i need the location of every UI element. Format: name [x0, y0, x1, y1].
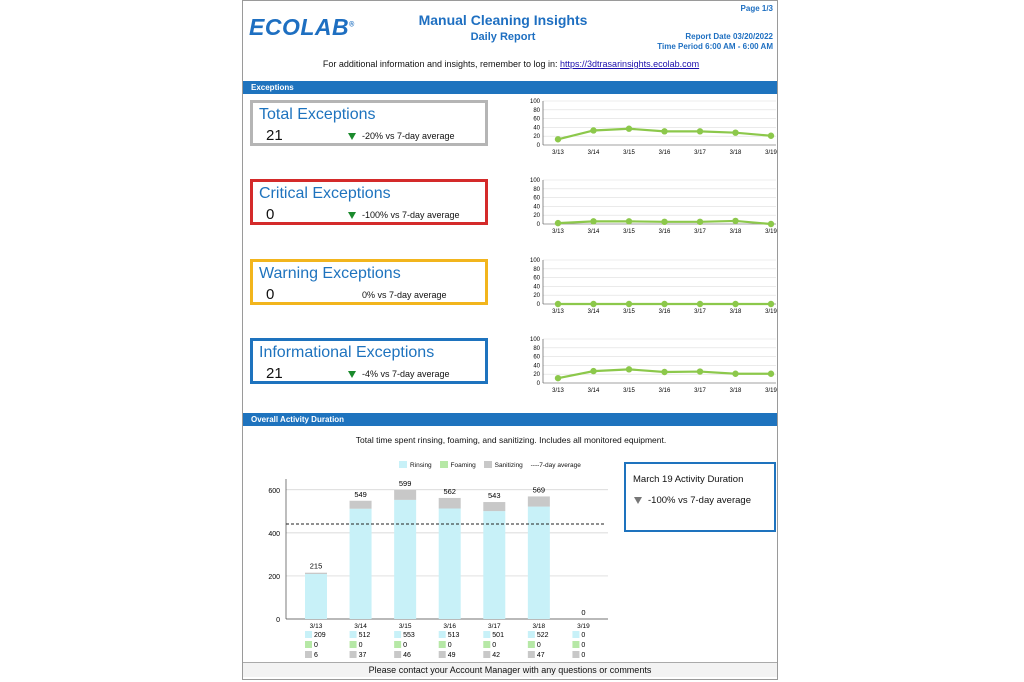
exception-count: 21 — [266, 365, 283, 382]
exception-delta-text: -4% vs 7-day average — [362, 369, 450, 379]
march19-duration-card — [624, 462, 776, 532]
bar-total-label: 0 — [581, 608, 586, 617]
table-value-rinsing: 513 — [447, 632, 460, 639]
exception-count: 0 — [266, 286, 275, 303]
data-point — [732, 218, 738, 224]
exception-delta — [348, 210, 460, 220]
bar-segment-rinsing — [528, 507, 550, 619]
data-point — [590, 218, 596, 224]
exception-delta — [348, 369, 450, 379]
table-swatch-foaming — [572, 641, 579, 648]
x-tick-label: 3/13 — [552, 150, 564, 156]
y-tick-label: 0 — [536, 143, 540, 149]
x-tick-label: 3/16 — [658, 150, 671, 156]
x-tick-label: 3/14 — [587, 229, 600, 235]
bar-segment-rinsing — [305, 574, 327, 619]
table-value-foaming: 0 — [492, 642, 497, 649]
activity-header: Overall Activity Duration — [243, 413, 777, 426]
table-swatch-sanitizing — [439, 651, 446, 658]
legend-sanitizing: Sanitizing — [494, 462, 523, 469]
exception-card — [250, 259, 488, 305]
y-tick-label: 60 — [533, 275, 540, 282]
exception-delta-text: -100% vs 7-day average — [362, 210, 460, 220]
y-tick-label: 0 — [536, 381, 540, 387]
bar-segment-rinsing — [394, 500, 416, 619]
exceptions-header: Exceptions — [243, 81, 777, 94]
exception-card — [250, 100, 488, 146]
data-point — [555, 375, 561, 381]
report-subtitle: Daily Report — [470, 31, 536, 43]
x-tick-label: 3/18 — [729, 150, 742, 156]
x-tick-label: 3/14 — [587, 150, 600, 156]
y-tick-label: 100 — [529, 99, 540, 105]
exception-title: Warning Exceptions — [259, 265, 401, 282]
table-value-foaming: 0 — [447, 642, 452, 649]
table-value-sanitizing: 6 — [314, 652, 318, 659]
side-card-delta-text: -100% vs 7-day average — [648, 495, 751, 506]
x-tick-label: 3/19 — [765, 309, 777, 315]
login-link[interactable]: https://3dtrasarinsights.ecolab.com — [560, 59, 700, 69]
data-point — [661, 369, 667, 375]
data-point — [768, 133, 774, 139]
x-tick-label: 3/16 — [443, 623, 457, 630]
y-tick-label: 80 — [533, 345, 540, 352]
exception-delta — [348, 290, 447, 300]
data-point — [768, 301, 774, 307]
report-date: Report Date 03/20/2022 — [685, 32, 773, 41]
y-tick-label: 600 — [268, 487, 280, 495]
data-point — [555, 220, 561, 226]
y-tick-label: 40 — [533, 204, 540, 211]
data-point — [697, 219, 703, 225]
x-tick-label: 3/18 — [729, 229, 742, 235]
legend-foaming: Foaming — [450, 462, 476, 469]
table-swatch-foaming — [483, 641, 490, 648]
bar-total-label: 549 — [354, 489, 367, 499]
legend-rinsing: Rinsing — [410, 462, 432, 469]
exception-card — [250, 179, 488, 225]
table-value-foaming: 0 — [314, 642, 318, 649]
down-triangle-icon — [634, 497, 642, 504]
x-tick-label: 3/18 — [532, 623, 546, 630]
data-point — [661, 219, 667, 225]
y-tick-label: 80 — [533, 186, 540, 193]
y-tick-label: 100 — [529, 337, 540, 343]
x-tick-label: 3/19 — [765, 150, 777, 156]
bar-segment-sanitizing — [394, 490, 416, 500]
activity-subtitle: Total time spent rinsing, foaming, and sanitizing. Includes all monitored equipment. — [355, 435, 667, 445]
table-swatch-foaming — [350, 641, 357, 648]
table-value-sanitizing: 37 — [358, 652, 367, 659]
table-swatch-rinsing — [528, 631, 535, 638]
table-swatch-rinsing — [305, 631, 312, 638]
x-tick-label: 3/16 — [658, 388, 671, 394]
x-tick-label: 3/13 — [552, 309, 564, 315]
exception-count: 0 — [266, 206, 275, 223]
y-tick-label: 100 — [529, 258, 540, 264]
table-swatch-rinsing — [394, 631, 401, 638]
x-tick-label: 3/14 — [354, 623, 367, 630]
login-notice — [243, 59, 778, 69]
exception-title: Informational Exceptions — [259, 344, 435, 361]
data-point — [661, 301, 667, 307]
table-value-sanitizing: 47 — [536, 652, 545, 659]
data-point — [626, 126, 632, 132]
exception-trend-chart — [518, 97, 778, 157]
y-tick-label: 20 — [533, 134, 540, 141]
data-point — [697, 128, 703, 134]
data-point — [661, 128, 667, 134]
bar-segment-sanitizing — [528, 496, 550, 506]
table-swatch-foaming — [394, 641, 401, 648]
data-point — [732, 301, 738, 307]
x-tick-label: 3/14 — [587, 388, 600, 394]
y-tick-label: 400 — [268, 530, 280, 538]
x-tick-label: 3/19 — [577, 623, 590, 630]
data-point — [590, 127, 596, 133]
y-tick-label: 60 — [533, 195, 540, 202]
data-point — [732, 129, 738, 135]
bar-segment-rinsing — [483, 511, 505, 619]
y-tick-label: 0 — [276, 617, 280, 624]
side-card-delta — [634, 495, 751, 506]
exception-trend-chart — [518, 256, 778, 316]
data-point — [697, 301, 703, 307]
bar-total-label: 562 — [443, 486, 456, 496]
y-tick-label: 0 — [536, 222, 540, 228]
table-value-sanitizing: 42 — [492, 652, 501, 659]
y-tick-label: 40 — [533, 284, 540, 291]
table-swatch-sanitizing — [572, 651, 579, 658]
y-tick-label: 60 — [533, 116, 540, 123]
x-tick-label: 3/18 — [729, 309, 742, 315]
table-value-sanitizing: 0 — [581, 652, 586, 659]
table-value-rinsing: 0 — [581, 632, 586, 639]
table-value-rinsing: 522 — [536, 632, 549, 639]
x-tick-label: 3/17 — [694, 150, 706, 156]
x-tick-label: 3/18 — [729, 388, 742, 394]
table-value-foaming: 0 — [403, 642, 408, 649]
data-point — [768, 371, 774, 377]
down-triangle-icon — [348, 133, 356, 140]
table-value-foaming: 0 — [536, 642, 541, 649]
bar-segment-sanitizing — [350, 501, 372, 509]
table-swatch-foaming — [528, 641, 535, 648]
data-point — [697, 368, 703, 374]
exception-delta — [348, 131, 455, 141]
y-tick-label: 20 — [533, 372, 540, 379]
bar-segment-rinsing — [439, 509, 461, 619]
report-page — [242, 0, 778, 680]
time-period: Time Period 6:00 AM - 6:00 AM — [657, 42, 773, 51]
ecolab-logo: ECOLAB® — [249, 14, 355, 40]
x-tick-label: 3/19 — [765, 388, 777, 394]
exception-count: 21 — [266, 127, 283, 144]
down-triangle-icon — [348, 212, 356, 219]
bar-segment-rinsing — [350, 509, 372, 619]
bar-total-label: 569 — [532, 485, 546, 495]
x-tick-label: 3/16 — [658, 229, 671, 235]
table-swatch-rinsing — [572, 631, 579, 638]
data-point — [732, 371, 738, 377]
report-title: Manual Cleaning Insights — [418, 12, 588, 28]
x-tick-label: 3/17 — [694, 229, 706, 235]
table-swatch-rinsing — [439, 631, 446, 638]
exception-trend-chart — [518, 176, 778, 236]
x-tick-label: 3/15 — [623, 229, 635, 235]
x-tick-label: 3/15 — [623, 388, 635, 394]
table-swatch-sanitizing — [483, 651, 490, 658]
footer-contact: Please contact your Account Manager with any questions or comments — [243, 662, 777, 677]
table-swatch-rinsing — [483, 631, 490, 638]
bar-segment-sanitizing — [483, 502, 505, 511]
table-value-rinsing: 553 — [403, 632, 415, 639]
exception-delta-text: 0% vs 7-day average — [362, 290, 447, 300]
x-tick-label: 3/13 — [552, 229, 564, 235]
bar-total-label: 543 — [488, 491, 501, 501]
table-value-rinsing: 209 — [314, 632, 326, 639]
data-point — [590, 301, 596, 307]
y-tick-label: 40 — [533, 363, 540, 370]
x-tick-label: 3/14 — [587, 309, 600, 315]
data-point — [626, 366, 632, 372]
x-tick-label: 3/15 — [398, 623, 412, 630]
data-point — [626, 301, 632, 307]
y-tick-label: 60 — [533, 354, 540, 361]
y-tick-label: 100 — [529, 178, 540, 184]
legend-avg: 7-day average — [539, 462, 581, 469]
table-swatch-foaming — [305, 641, 312, 648]
data-point — [626, 218, 632, 224]
x-tick-label: 3/17 — [694, 388, 706, 394]
table-value-rinsing: 501 — [492, 632, 504, 639]
y-tick-label: 0 — [536, 302, 540, 308]
legend-dash-icon: ---- — [530, 462, 540, 469]
x-tick-label: 3/16 — [658, 309, 671, 315]
data-point — [555, 301, 561, 307]
x-tick-label: 3/17 — [694, 309, 706, 315]
data-point — [590, 368, 596, 374]
x-tick-label: 3/13 — [309, 623, 323, 630]
chart-legend — [393, 461, 581, 469]
bar-total-label: 215 — [309, 561, 323, 571]
exception-card — [250, 338, 488, 384]
table-value-foaming: 0 — [581, 642, 586, 649]
table-swatch-sanitizing — [305, 651, 312, 658]
exception-trend-chart — [518, 335, 778, 395]
legend-swatch-foaming — [440, 461, 448, 468]
table-swatch-sanitizing — [350, 651, 357, 658]
legend-swatch-sanitizing — [484, 461, 492, 468]
y-tick-label: 40 — [533, 125, 540, 132]
table-value-rinsing: 512 — [358, 632, 371, 639]
bar-segment-sanitizing — [305, 573, 327, 574]
table-swatch-sanitizing — [394, 651, 401, 658]
bar-total-label: 599 — [398, 478, 412, 488]
table-swatch-rinsing — [350, 631, 357, 638]
table-value-sanitizing: 46 — [403, 652, 411, 659]
table-value-foaming: 0 — [358, 642, 363, 649]
bar-segment-sanitizing — [439, 498, 461, 509]
x-tick-label: 3/15 — [623, 150, 635, 156]
x-tick-label: 3/17 — [487, 623, 501, 630]
page-number: Page 1/3 — [740, 4, 773, 13]
data-point — [768, 221, 774, 227]
table-swatch-sanitizing — [528, 651, 535, 658]
x-tick-label: 3/19 — [765, 229, 777, 235]
x-tick-label: 3/13 — [552, 388, 564, 394]
activity-bar-chart — [243, 471, 613, 661]
y-tick-label: 200 — [268, 573, 280, 581]
y-tick-label: 80 — [533, 107, 540, 114]
y-tick-label: 20 — [533, 213, 540, 220]
legend-swatch-rinsing — [399, 461, 407, 468]
exception-title: Critical Exceptions — [259, 185, 391, 202]
table-value-sanitizing: 49 — [447, 652, 456, 659]
exception-title: Total Exceptions — [259, 106, 376, 123]
login-text: For additional information and insights, remember to log in: — [322, 59, 558, 69]
exception-delta-text: -20% vs 7-day average — [362, 131, 455, 141]
y-tick-label: 80 — [533, 266, 540, 273]
table-swatch-foaming — [439, 641, 446, 648]
data-point — [555, 136, 561, 142]
down-triangle-icon — [348, 371, 356, 378]
x-tick-label: 3/15 — [623, 309, 635, 315]
y-tick-label: 20 — [533, 293, 540, 300]
side-card-title: March 19 Activity Duration — [633, 474, 744, 485]
